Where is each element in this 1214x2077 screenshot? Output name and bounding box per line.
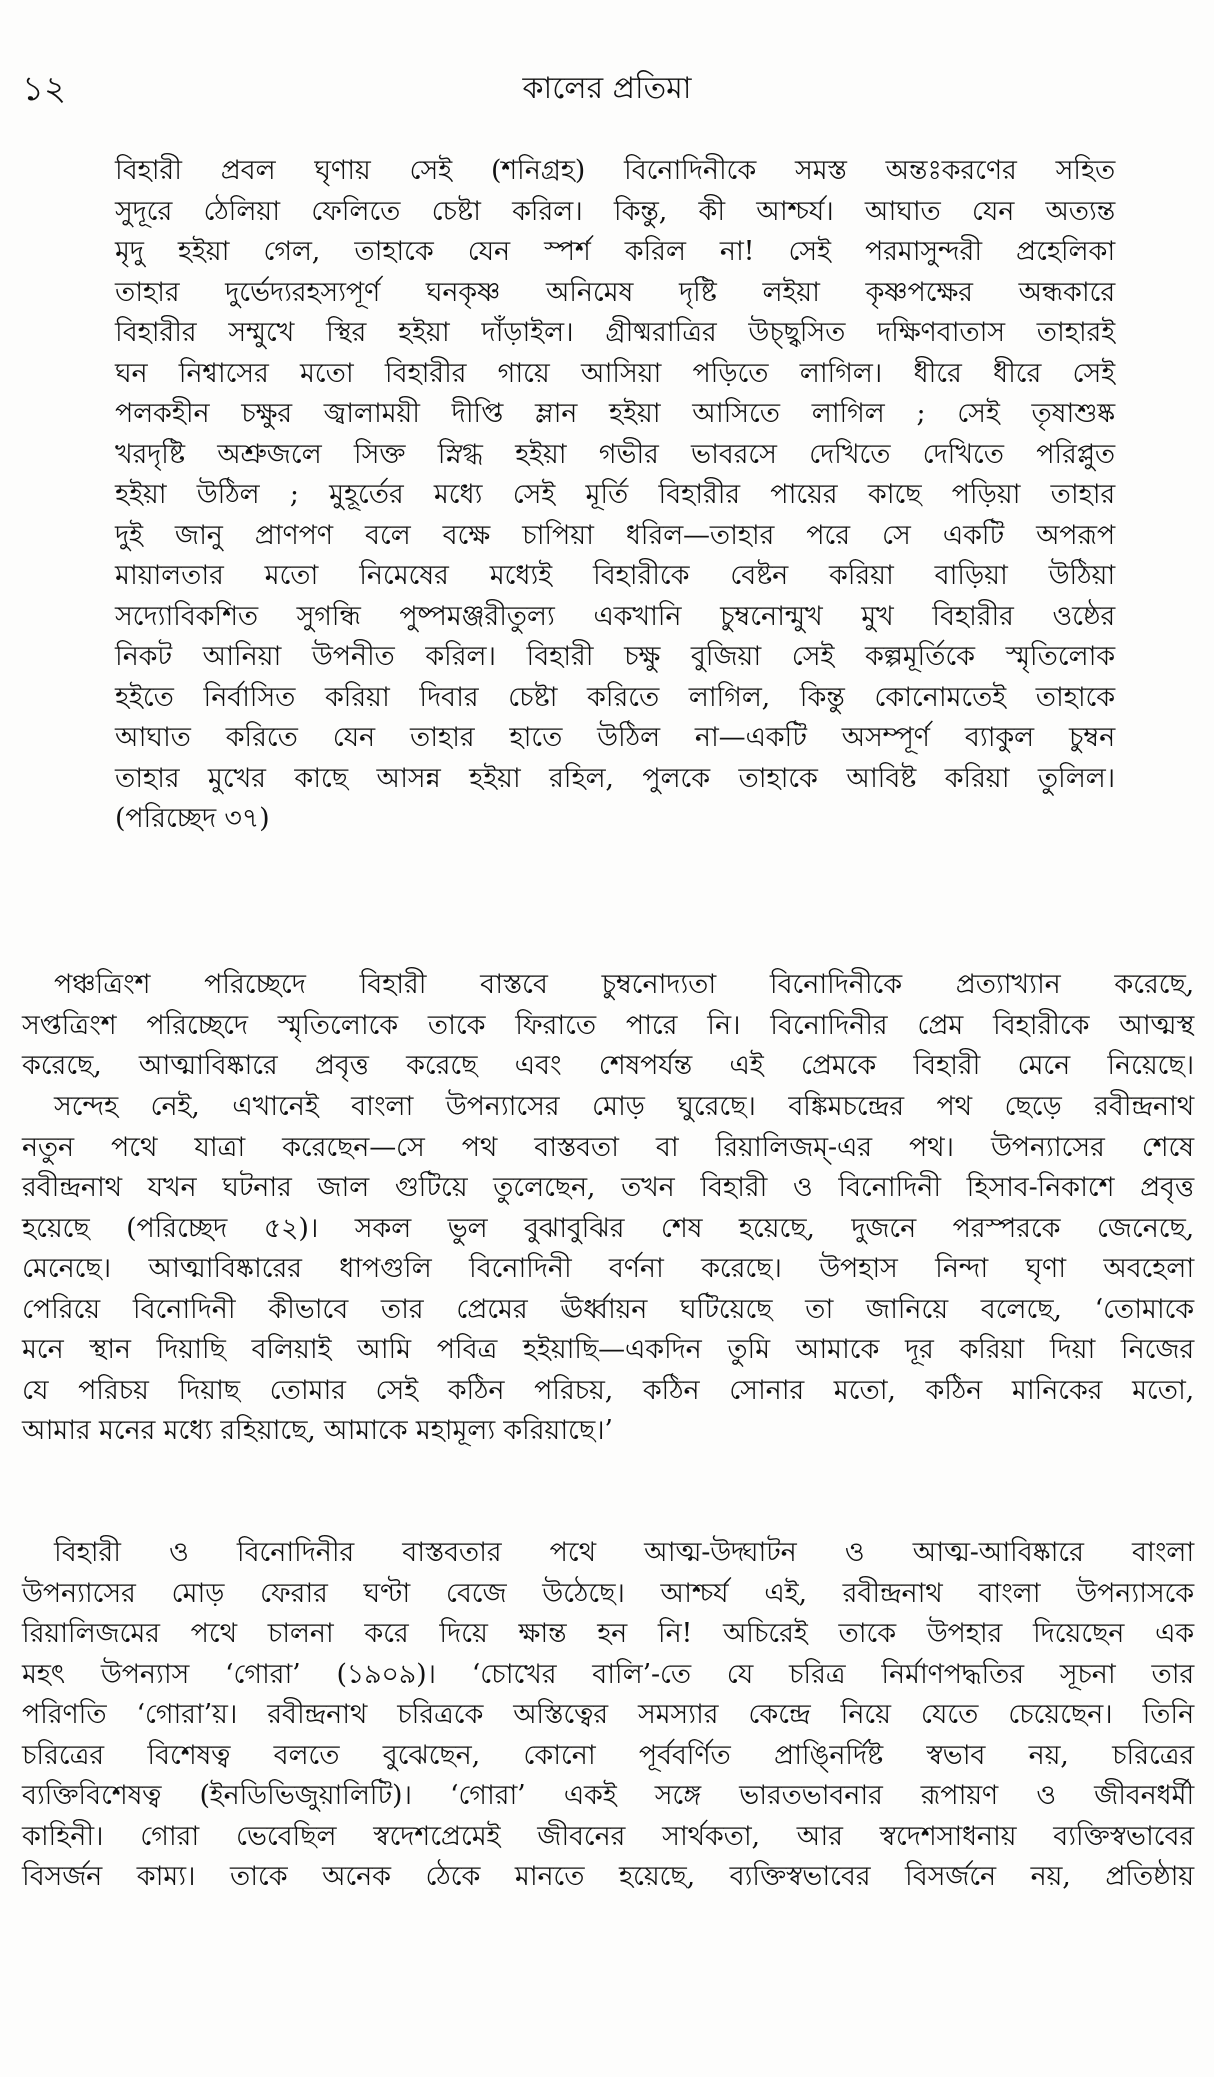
running-title: কালের প্রতিমা	[522, 71, 692, 106]
quote-line: মৃদু হইয়া গেল, তাহাকে যেন স্পর্শ করিল না! সেই পরমাসুন্দরী প্রহেলিকা	[115, 236, 1115, 267]
paragraph-line: হয়েছে (পরিচ্ছেদ ৫২)। সকল ভুল বুঝাবুঝির শেষ হয়েছে, দুজনে পরস্পরকে জেনেছে,	[22, 1212, 1194, 1244]
paragraph-line: রিয়ালিজমের পথে চালনা করে দিয়ে ক্ষান্ত হন নি! অচিরেই তাকে উপহার দিয়েছেন এক	[22, 1618, 1194, 1649]
paragraph-line: বিসর্জন কাম্য। তাকে অনেক ঠেকে মানতে হয়েছে, ব্যক্তিস্বভাবের বিসর্জনে নয়, প্রতিষ্ঠায়	[22, 1861, 1194, 1892]
paragraph-1	[22, 965, 1194, 1087]
paragraph-line: করেছে, আত্মাবিষ্কারে প্রবৃত্ত করেছে এবং শেষপর্যন্ত এই প্রেমকে বিহারী মেনে নিয়েছে।	[22, 1050, 1194, 1081]
paragraph-line: সন্দেহ নেই, এখানেই বাংলা উপন্যাসের মোড় ঘুরেছে। বঙ্কিমচন্দ্রের পথ ছেড়ে রবীন্দ্রনাথ	[54, 1091, 1194, 1122]
quote-line: হইয়া উঠিল ; মুহূর্তের মধ্যে সেই মূর্তি বিহারীর পায়ের কাছে পড়িয়া তাহার	[115, 479, 1115, 510]
quote-line: সুদূরে ঠেলিয়া ফেলিতে চেষ্টা করিল। কিন্তু, কী আশ্চর্য। আঘাত যেন অত্যন্ত	[115, 195, 1115, 227]
quote-line: আঘাত করিতে যেন তাহার হাতে উঠিল না—একটি অসম্পূর্ণ ব্যাকুল চুম্বন	[115, 722, 1115, 753]
paragraph-line: ব্যক্তিবিশেষত্ব (ইনডিভিজুয়ালিটি)। ‘গোরা’ একই সঙ্গে ভারতভাবনার রূপায়ণ ও জীবনধর্মী	[22, 1780, 1194, 1811]
paragraph-line: পেরিয়ে বিনোদিনী কীভাবে তার প্রেমের ঊর্ধ্বায়ন ঘটিয়েছে তা জানিয়ে বলেছে, ‘তোমাকে	[22, 1293, 1194, 1325]
paragraph-2	[22, 1087, 1194, 1452]
block-quotation	[115, 151, 1115, 840]
paragraph-line: রবীন্দ্রনাথ যখন ঘটনার জাল গুটিয়ে তুলেছেন, তখন বিহারী ও বিনোদিনী হিসাব-নিকাশে প্রবৃত্ত	[22, 1172, 1194, 1203]
paragraph-line: আমার মনের মধ্যে রহিয়াছে, আমাকে মহামূল্য করিয়াছে।’	[22, 1415, 613, 1446]
paragraph-line: কাহিনী। গোরা ভেবেছিল স্বদেশপ্রেমেই জীবনের সার্থকতা, আর স্বদেশসাধনায় ব্যক্তিস্বভাবের	[22, 1820, 1194, 1852]
quote-line: পলকহীন চক্ষুর জ্বালাময়ী দীপ্তি ম্লান হইয়া আসিতে লাগিল ; সেই তৃষাশুষ্ক	[115, 398, 1115, 429]
paragraph-line: চরিত্রের বিশেষত্ব বলতে বুঝেছেন, কোনো পূর্ববর্ণিত প্রাঙ্নির্দিষ্ট স্বভাব নয়, চরিত্রের	[22, 1739, 1194, 1771]
paragraph-line: উপন্যাসের মোড় ফেরার ঘণ্টা বেজে উঠেছে। আশ্চর্য এই, রবীন্দ্রনাথ বাংলা উপন্যাসকে	[22, 1577, 1194, 1609]
paragraph-line: মনে স্থান দিয়াছি বলিয়াই আমি পবিত্র হইয়াছি—একদিন তুমি আমাকে দূর করিয়া দিয়া নিজের	[22, 1334, 1194, 1365]
quote-line: সদ্যোবিকশিত সুগন্ধি পুষ্পমঞ্জরীতুল্য একখানি চুম্বনোন্মুখ মুখ বিহারীর ওষ্ঠের	[115, 600, 1115, 632]
paragraph-line: নতুন পথে যাত্রা করেছেন—সে পথ বাস্তবতা বা রিয়ালিজম্-এর পথ। উপন্যাসের শেষে	[22, 1131, 1194, 1163]
paragraph-line: মেনেছে। আত্মাবিষ্কারের ধাপগুলি বিনোদিনী বর্ণনা করেছে। উপহাস নিন্দা ঘৃণা অবহেলা	[22, 1253, 1194, 1284]
quote-line: ঘন নিশ্বাসের মতো বিহারীর গায়ে আসিয়া পড়িতে লাগিল। ধীরে ধীরে সেই	[115, 357, 1115, 389]
paragraph-line: যে পরিচয় দিয়াছ তোমার সেই কঠিন পরিচয়, কঠিন সোনার মতো, কঠিন মানিকের মতো,	[22, 1374, 1194, 1406]
paragraph-3	[22, 1533, 1194, 1898]
quote-line: মায়ালতার মতো নিমেষের মধ্যেই বিহারীকে বেষ্টন করিয়া বাড়িয়া উঠিয়া	[115, 560, 1115, 591]
quote-line: দুই জানু প্রাণপণ বলে বক্ষে চাপিয়া ধরিল—তাহার পরে সে একটি অপরূপ	[115, 519, 1115, 551]
quote-line: হইতে নির্বাসিত করিয়া দিবার চেষ্টা করিতে লাগিল, কিন্তু কোনোমতেই তাহাকে	[115, 681, 1115, 713]
paragraph-line: পঞ্চত্রিংশ পরিচ্ছেদে বিহারী বাস্তবে চুম্বনোদ্যতা বিনোদিনীকে প্রত্যাখ্যান করেছে,	[54, 969, 1194, 1000]
page-header	[0, 64, 1214, 114]
paragraph-line: মহৎ উপন্যাস ‘গোরা’ (১৯০৯)। ‘চোখের বালি’-তে যে চরিত্র নির্মাণপদ্ধতির সূচনা তার	[22, 1658, 1194, 1690]
paragraph-line: বিহারী ও বিনোদিনীর বাস্তবতার পথে আত্ম-উদ্ঘাটন ও আত্ম-আবিষ্কারে বাংলা	[54, 1537, 1194, 1568]
quote-line: তাহার মুখের কাছে আসন্ন হইয়া রহিল, পুলকে তাহাকে আবিষ্ট করিয়া তুলিল।	[115, 762, 1115, 794]
page-number: ১২	[22, 69, 67, 109]
quote-line: বিহারীর সম্মুখে স্থির হইয়া দাঁড়াইল। গ্রীষ্মরাত্রির উচ্ছ্বসিত দক্ষিণবাতাস তাহারই	[115, 317, 1115, 348]
quote-line: খরদৃষ্টি অশ্রুজলে সিক্ত স্নিগ্ধ হইয়া গভীর ভাবরসে দেখিতে দেখিতে পরিপ্লুত	[115, 438, 1115, 470]
paragraph-line: পরিণতি ‘গোরা’য়। রবীন্দ্রনাথ চরিত্রকে অস্তিত্বের সমস্যার কেন্দ্রে নিয়ে যেতে চেয়েছেন। তিনি	[22, 1699, 1194, 1730]
quote-line: তাহার দুর্ভেদ্যরহস্যপূর্ণ ঘনকৃষ্ণ অনিমেষ দৃষ্টি লইয়া কৃষ্ণপক্ষের অন্ধকারে	[115, 276, 1115, 308]
quote-line: নিকট আনিয়া উপনীত করিল। বিহারী চক্ষু বুজিয়া সেই কল্পমূর্তিকে স্মৃতিলোক	[115, 641, 1115, 672]
paragraph-line: সপ্তত্রিংশ পরিচ্ছেদে স্মৃতিলোকে তাকে ফিরাতে পারে নি। বিনোদিনীর প্রেম বিহারীকে আত্মস্থ	[22, 1009, 1194, 1041]
quote-citation: (পরিচ্ছেদ ৩৭)	[115, 803, 270, 834]
quote-line: বিহারী প্রবল ঘৃণায় সেই (শনিগ্রহ) বিনোদিনীকে সমস্ত অন্তঃকরণের সহিত	[115, 155, 1115, 186]
